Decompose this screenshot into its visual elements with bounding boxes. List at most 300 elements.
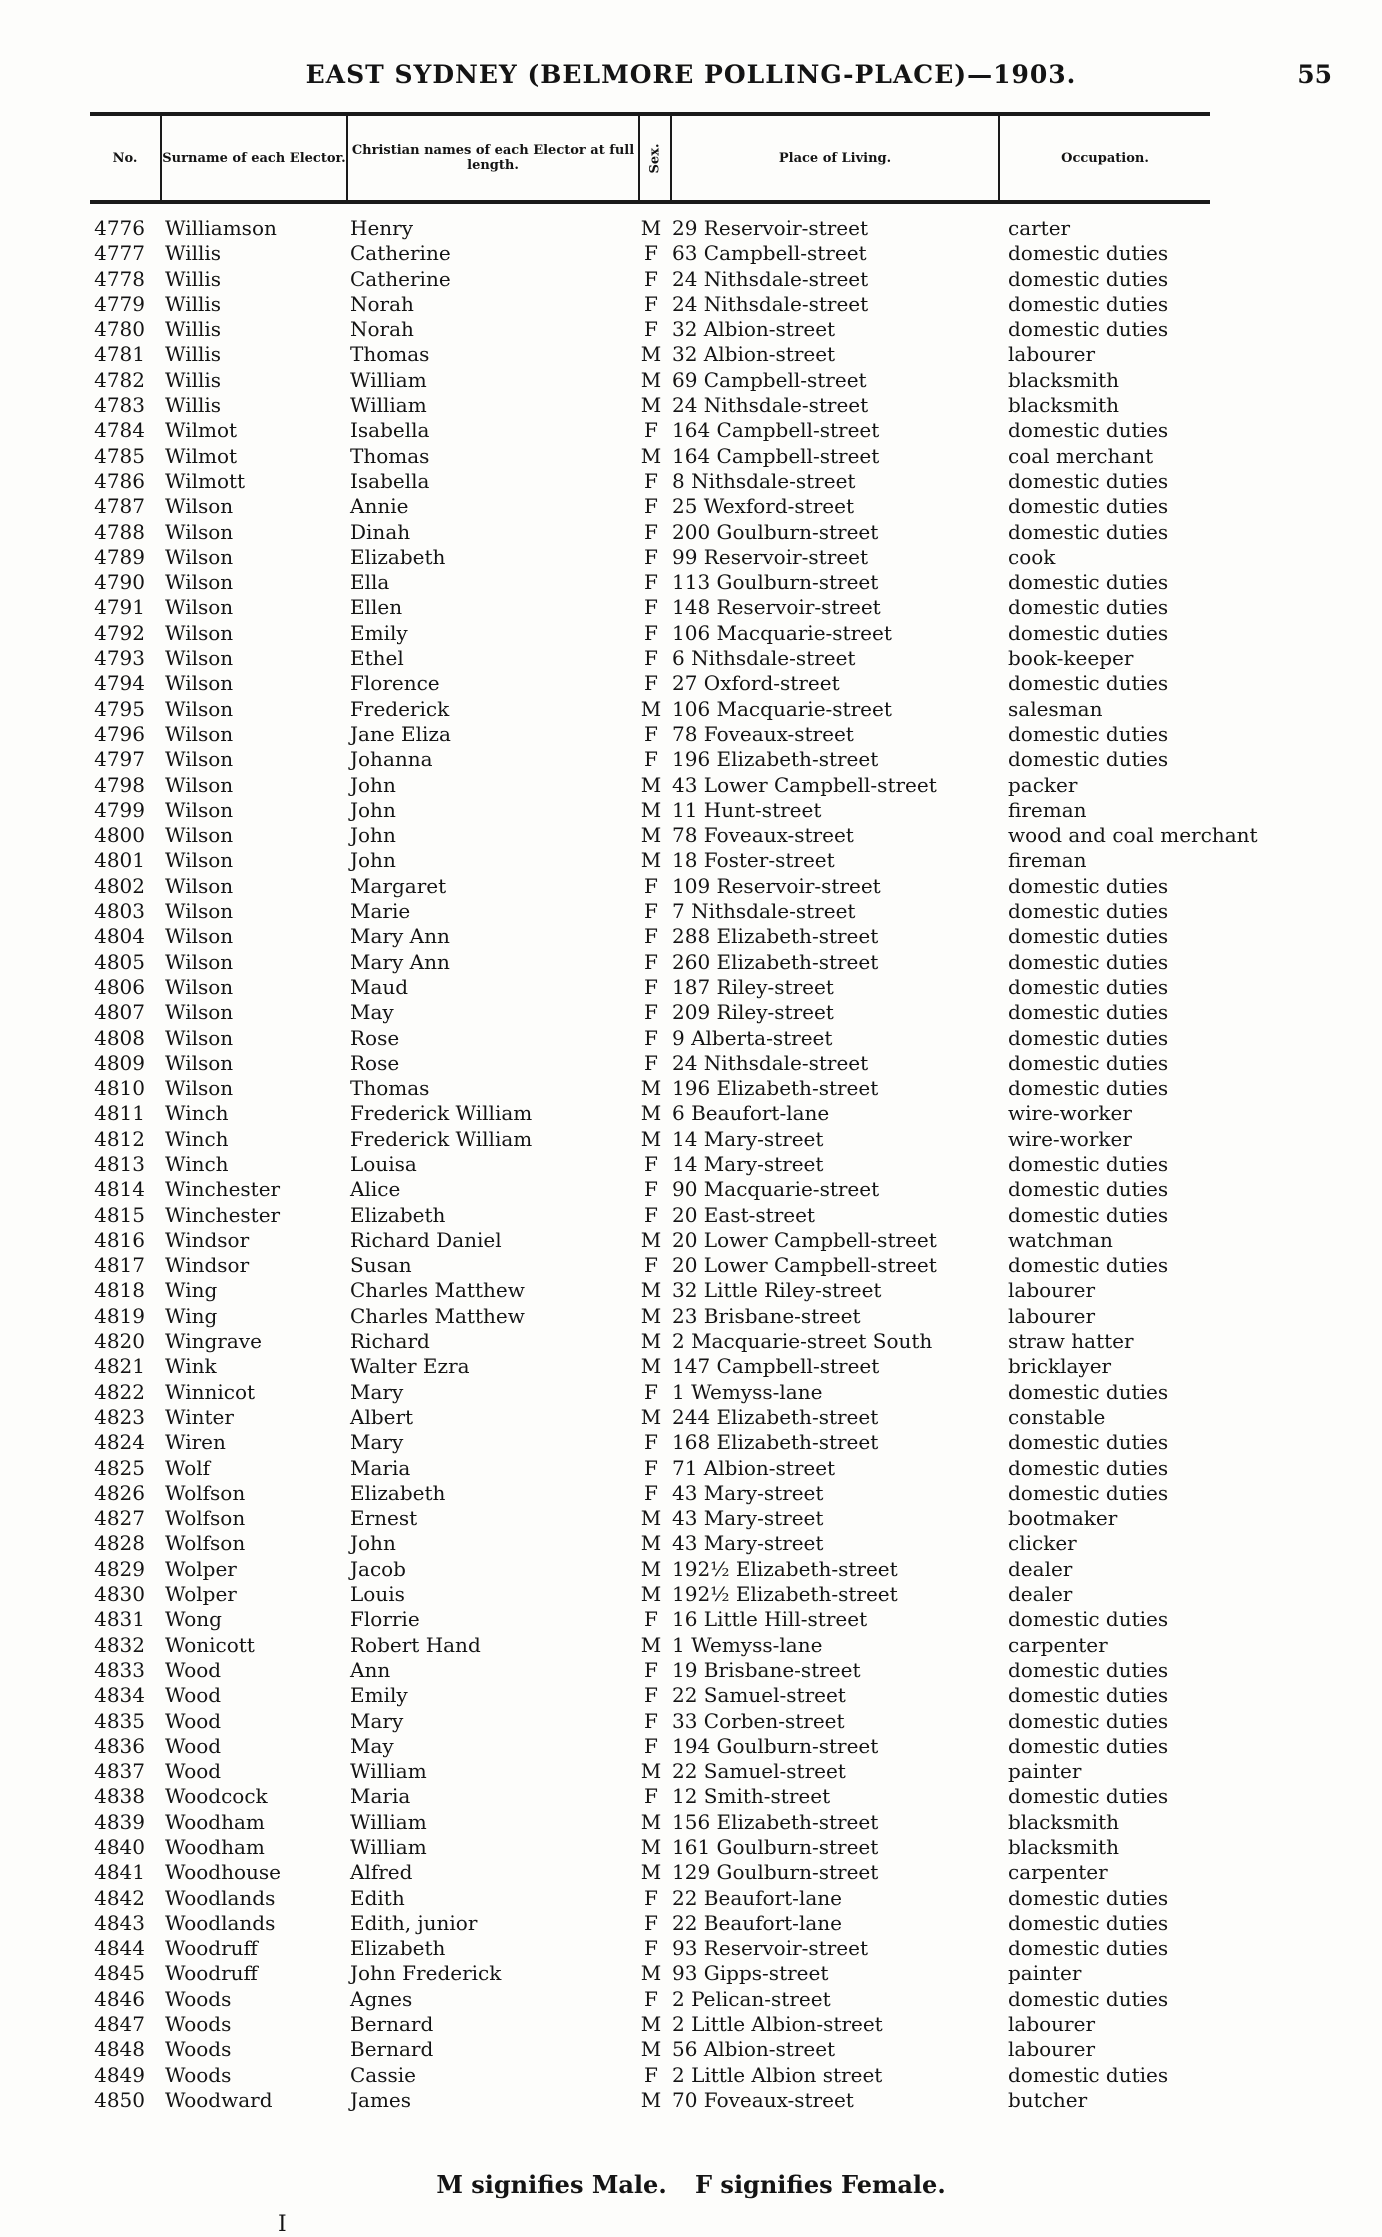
elector-number: 4796	[94, 721, 145, 746]
surname: Wilson	[165, 721, 234, 746]
occupation: domestic duties	[1008, 1683, 1169, 1708]
surname: Wood	[165, 1683, 222, 1708]
elector-number: 4823	[94, 1404, 145, 1429]
surname: Wilson	[165, 671, 234, 696]
christian-names: Rose	[350, 1025, 400, 1050]
surname: Wilson	[165, 696, 234, 721]
legend-male: M signifies Male.	[436, 2170, 667, 2199]
sex: F	[644, 1050, 658, 1075]
table-row	[0, 1203, 1382, 1228]
elector-number: 4837	[94, 1759, 145, 1784]
surname: Wilson	[165, 646, 234, 671]
sex: M	[640, 1506, 662, 1531]
surname: Woods	[165, 1986, 232, 2011]
sex: F	[644, 899, 658, 924]
occupation: labourer	[1008, 1278, 1096, 1303]
sex: M	[640, 848, 662, 873]
christian-names: Edith, junior	[350, 1910, 478, 1935]
place-of-living: 43 Mary-street	[672, 1506, 824, 1531]
christian-names: Isabella	[350, 418, 430, 443]
table-row	[0, 418, 1382, 443]
table-row	[0, 1658, 1382, 1683]
christian-names: John	[350, 823, 396, 848]
place-of-living: 260 Elizabeth-street	[672, 949, 879, 974]
surname: Winchester	[165, 1202, 281, 1227]
place-of-living: 43 Mary-street	[672, 1531, 824, 1556]
sex: M	[640, 443, 662, 468]
surname: Wiren	[165, 1430, 226, 1455]
elector-number: 4824	[94, 1430, 145, 1455]
table-row	[0, 1228, 1382, 1253]
sex: M	[640, 797, 662, 822]
sex: F	[644, 1784, 658, 1809]
christian-names: Mary	[350, 1430, 404, 1455]
elector-number: 4805	[94, 949, 145, 974]
surname: Willis	[165, 342, 222, 367]
occupation: fireman	[1008, 848, 1087, 873]
christian-names: Alfred	[350, 1860, 413, 1885]
sex: M	[640, 1329, 662, 1354]
table-row	[0, 1304, 1382, 1329]
table-row	[0, 1936, 1382, 1961]
sex: F	[644, 595, 658, 620]
table-row	[0, 1709, 1382, 1734]
sex: M	[640, 1076, 662, 1101]
table-row	[0, 1860, 1382, 1885]
christian-names: Charles Matthew	[350, 1303, 525, 1328]
place-of-living: 194 Goulburn-street	[672, 1733, 879, 1758]
table-row	[0, 1961, 1382, 1986]
surname: Wilson	[165, 1025, 234, 1050]
table-row	[0, 1734, 1382, 1759]
christian-names: Susan	[350, 1253, 412, 1278]
table-row	[0, 216, 1382, 241]
surname: Wilson	[165, 494, 234, 519]
occupation: domestic duties	[1008, 949, 1169, 974]
occupation: domestic duties	[1008, 671, 1169, 696]
elector-number: 4778	[94, 266, 145, 291]
christian-names: Frederick	[350, 696, 450, 721]
surname: Woodlands	[165, 1910, 276, 1935]
sex: M	[640, 1961, 662, 1986]
surname: Wing	[165, 1303, 218, 1328]
sex: M	[640, 772, 662, 797]
christian-names: Robert Hand	[350, 1632, 481, 1657]
surname: Wilson	[165, 620, 234, 645]
christian-names: Thomas	[350, 443, 430, 468]
elector-number: 4850	[94, 2087, 145, 2112]
surname: Wilson	[165, 873, 234, 898]
place-of-living: 2 Little Albion street	[672, 2062, 883, 2087]
place-of-living: 25 Wexford-street	[672, 494, 854, 519]
christian-names: Maria	[350, 1455, 411, 1480]
sex: M	[640, 1582, 662, 1607]
place-of-living: 14 Mary-street	[672, 1126, 824, 1151]
sex: M	[640, 1126, 662, 1151]
occupation: domestic duties	[1008, 291, 1169, 316]
occupation: labourer	[1008, 2012, 1096, 2037]
christian-names: Edith	[350, 1885, 405, 1910]
place-of-living: 6 Beaufort-lane	[672, 1101, 830, 1126]
place-of-living: 164 Campbell-street	[672, 418, 880, 443]
elector-number: 4847	[94, 2012, 145, 2037]
table-row	[0, 1531, 1382, 1556]
surname: Willis	[165, 266, 222, 291]
sex: M	[640, 696, 662, 721]
surname: Wolper	[165, 1556, 237, 1581]
occupation: constable	[1008, 1404, 1106, 1429]
place-of-living: 43 Mary-street	[672, 1480, 824, 1505]
table-row	[0, 469, 1382, 494]
place-of-living: 147 Campbell-street	[672, 1354, 880, 1379]
place-of-living: 109 Reservoir-street	[672, 873, 881, 898]
occupation: carpenter	[1008, 1632, 1108, 1657]
sex: F	[644, 1025, 658, 1050]
sex: F	[644, 721, 658, 746]
place-of-living: 1 Wemyss-lane	[672, 1379, 823, 1404]
place-of-living: 196 Elizabeth-street	[672, 747, 879, 772]
occupation: domestic duties	[1008, 494, 1169, 519]
surname: Wilson	[165, 1000, 234, 1025]
christian-names: Albert	[350, 1404, 414, 1429]
christian-names: Margaret	[350, 873, 447, 898]
christian-names: Alice	[350, 1177, 401, 1202]
occupation: domestic duties	[1008, 1607, 1169, 1632]
sex: F	[644, 1657, 658, 1682]
occupation: labourer	[1008, 1303, 1096, 1328]
table-row	[0, 1683, 1382, 1708]
occupation: dealer	[1008, 1556, 1073, 1581]
place-of-living: 106 Macquarie-street	[672, 620, 892, 645]
occupation: painter	[1008, 1961, 1082, 1986]
sex: F	[644, 1607, 658, 1632]
table-row	[0, 2063, 1382, 2088]
christian-names: Mary	[350, 1379, 404, 1404]
elector-number: 4800	[94, 823, 145, 848]
sex: F	[644, 1202, 658, 1227]
sex: M	[640, 1759, 662, 1784]
occupation: clicker	[1008, 1531, 1077, 1556]
elector-number: 4808	[94, 1025, 145, 1050]
occupation: domestic duties	[1008, 1708, 1169, 1733]
place-of-living: 69 Campbell-street	[672, 367, 867, 392]
surname: Wilson	[165, 848, 234, 873]
surname: Wolfson	[165, 1480, 246, 1505]
elector-number: 4786	[94, 468, 145, 493]
occupation: domestic duties	[1008, 241, 1169, 266]
surname: Windsor	[165, 1253, 250, 1278]
surname: Williamson	[165, 216, 277, 240]
place-of-living: 24 Nithsdale-street	[672, 393, 869, 418]
elector-number: 4828	[94, 1531, 145, 1556]
table-row	[0, 494, 1382, 519]
surname: Winch	[165, 1101, 229, 1126]
elector-number: 4848	[94, 2037, 145, 2062]
sex: F	[644, 1151, 658, 1176]
elector-number: 4819	[94, 1303, 145, 1328]
occupation: domestic duties	[1008, 418, 1169, 443]
table-row	[0, 950, 1382, 975]
occupation: wire-worker	[1008, 1126, 1132, 1151]
place-of-living: 24 Nithsdale-street	[672, 266, 869, 291]
christian-names: Charles Matthew	[350, 1278, 525, 1303]
table-row	[0, 1784, 1382, 1809]
sex: F	[644, 1708, 658, 1733]
sex: M	[640, 1531, 662, 1556]
surname: Wilson	[165, 747, 234, 772]
place-of-living: 20 East-street	[672, 1202, 815, 1227]
elector-number: 4794	[94, 671, 145, 696]
elector-number: 4783	[94, 393, 145, 418]
elector-number: 4790	[94, 570, 145, 595]
christian-names: Thomas	[350, 1076, 430, 1101]
christian-names: Elizabeth	[350, 544, 446, 569]
christian-names: John	[350, 797, 396, 822]
occupation: carpenter	[1008, 1860, 1108, 1885]
occupation: labourer	[1008, 342, 1096, 367]
occupation: domestic duties	[1008, 266, 1169, 291]
sex: M	[640, 342, 662, 367]
occupation: domestic duties	[1008, 974, 1169, 999]
table-row	[0, 1835, 1382, 1860]
elector-number: 4785	[94, 443, 145, 468]
sex: F	[644, 1986, 658, 2011]
table-row	[0, 621, 1382, 646]
table-row	[0, 823, 1382, 848]
occupation: domestic duties	[1008, 1885, 1169, 1910]
table-row	[0, 1405, 1382, 1430]
place-of-living: 161 Goulburn-street	[672, 1835, 879, 1859]
table-row	[0, 1557, 1382, 1582]
sex: F	[644, 924, 658, 949]
occupation: domestic duties	[1008, 2062, 1169, 2087]
sex: F	[644, 266, 658, 291]
table-row	[0, 267, 1382, 292]
column-header-christian-names: Christian names of each Elector at full length.	[348, 116, 640, 200]
sex: M	[640, 1278, 662, 1303]
table-row	[0, 342, 1382, 367]
table-row	[0, 798, 1382, 823]
christian-names: Florence	[350, 671, 440, 696]
surname: Wilson	[165, 595, 234, 620]
elector-number: 4804	[94, 924, 145, 949]
occupation: cook	[1008, 544, 1056, 569]
elector-number: 4841	[94, 1860, 145, 1885]
occupation: domestic duties	[1008, 519, 1169, 544]
christian-names: Elizabeth	[350, 1202, 446, 1227]
christian-names: Catherine	[350, 241, 451, 266]
christian-names: Bernard	[350, 2012, 434, 2037]
elector-number: 4834	[94, 1683, 145, 1708]
page-header	[0, 60, 1382, 100]
sex: M	[640, 2037, 662, 2062]
surname: Wilmot	[165, 418, 238, 443]
surname: Wilson	[165, 974, 234, 999]
sex: F	[644, 1480, 658, 1505]
elector-number: 4827	[94, 1506, 145, 1531]
elector-number: 4814	[94, 1177, 145, 1202]
occupation: domestic duties	[1008, 1733, 1169, 1758]
table-row	[0, 1278, 1382, 1303]
christian-names: Marie	[350, 899, 411, 924]
occupation: watchman	[1008, 1227, 1113, 1252]
sex: F	[644, 570, 658, 595]
occupation: domestic duties	[1008, 1936, 1169, 1961]
surname: Willis	[165, 317, 222, 342]
table-row	[0, 1101, 1382, 1126]
christian-names: May	[350, 1000, 394, 1025]
table-row	[0, 899, 1382, 924]
christian-names: Mary Ann	[350, 949, 450, 974]
table-row	[0, 1430, 1382, 1455]
table-row	[0, 1481, 1382, 1506]
elector-number: 4803	[94, 899, 145, 924]
occupation: domestic duties	[1008, 570, 1169, 595]
christian-names: Florrie	[350, 1607, 420, 1632]
christian-names: Mary Ann	[350, 924, 450, 949]
christian-names: William	[350, 367, 427, 392]
place-of-living: 24 Nithsdale-street	[672, 291, 869, 316]
place-of-living: 8 Nithsdale-street	[672, 468, 856, 493]
surname: Woodruff	[165, 1936, 258, 1961]
table-row	[0, 1886, 1382, 1911]
elector-number: 4776	[94, 216, 145, 240]
sex: F	[644, 747, 658, 772]
christian-names: Elizabeth	[350, 1936, 446, 1961]
place-of-living: 20 Lower Campbell-street	[672, 1253, 937, 1278]
place-of-living: 187 Riley-street	[672, 974, 834, 999]
occupation: blacksmith	[1008, 393, 1119, 418]
christian-names: Rose	[350, 1050, 400, 1075]
occupation: wire-worker	[1008, 1101, 1132, 1126]
place-of-living: 32 Albion-street	[672, 342, 836, 367]
table-row	[0, 570, 1382, 595]
christian-names: Thomas	[350, 342, 430, 367]
place-of-living: 192½ Elizabeth-street	[672, 1556, 898, 1581]
elector-number: 4792	[94, 620, 145, 645]
surname: Woodham	[165, 1809, 265, 1834]
christian-names: John	[350, 848, 396, 873]
occupation: book-keeper	[1008, 646, 1134, 671]
christian-names: John Frederick	[350, 1961, 502, 1986]
elector-number: 4842	[94, 1885, 145, 1910]
occupation: domestic duties	[1008, 1480, 1169, 1505]
christian-names: William	[350, 1835, 427, 1859]
place-of-living: 113 Goulburn-street	[672, 570, 879, 595]
surname: Woodruff	[165, 1961, 258, 1986]
sex: M	[640, 393, 662, 418]
signature-mark: I	[278, 2212, 287, 2237]
occupation: domestic duties	[1008, 1657, 1169, 1682]
occupation: domestic duties	[1008, 747, 1169, 772]
sex: F	[644, 1379, 658, 1404]
table-row	[0, 773, 1382, 798]
place-of-living: 70 Foveaux-street	[672, 2087, 854, 2112]
place-of-living: 32 Albion-street	[672, 317, 836, 342]
occupation: packer	[1008, 772, 1078, 797]
place-of-living: 90 Macquarie-street	[672, 1177, 880, 1202]
table-row	[0, 924, 1382, 949]
christian-names: Jacob	[350, 1556, 406, 1581]
sex: F	[644, 1885, 658, 1910]
christian-names: Johanna	[350, 747, 433, 772]
sex: M	[640, 1101, 662, 1126]
table-row	[0, 1026, 1382, 1051]
surname: Wolf	[165, 1455, 211, 1480]
table-row	[0, 2088, 1382, 2113]
sex: M	[640, 1227, 662, 1252]
elector-number: 4807	[94, 1000, 145, 1025]
table-row	[0, 1000, 1382, 1025]
elector-number: 4826	[94, 1480, 145, 1505]
sex: F	[644, 1936, 658, 1961]
christian-names: John	[350, 1531, 396, 1556]
surname: Wilmot	[165, 443, 238, 468]
elector-number: 4777	[94, 241, 145, 266]
christian-names: Norah	[350, 291, 414, 316]
place-of-living: 106 Macquarie-street	[672, 696, 892, 721]
place-of-living: 2 Little Albion-street	[672, 2012, 883, 2037]
place-of-living: 56 Albion-street	[672, 2037, 836, 2062]
occupation: blacksmith	[1008, 367, 1119, 392]
surname: Woods	[165, 2012, 232, 2037]
elector-number: 4813	[94, 1151, 145, 1176]
surname: Winnicot	[165, 1379, 256, 1404]
surname: Wood	[165, 1733, 222, 1758]
sex: F	[644, 1253, 658, 1278]
place-of-living: 19 Brisbane-street	[672, 1657, 861, 1682]
surname: Wong	[165, 1607, 222, 1632]
elector-number: 4844	[94, 1936, 145, 1961]
table-row	[0, 747, 1382, 772]
christian-names: Dinah	[350, 519, 411, 544]
table-row	[0, 1759, 1382, 1784]
elector-number: 4831	[94, 1607, 145, 1632]
column-header-sex-label: Sex.	[647, 143, 663, 173]
place-of-living: 99 Reservoir-street	[672, 544, 868, 569]
elector-number: 4811	[94, 1101, 145, 1126]
elector-number: 4801	[94, 848, 145, 873]
place-of-living: 63 Campbell-street	[672, 241, 867, 266]
christian-names: Isabella	[350, 468, 430, 493]
place-of-living: 18 Foster-street	[672, 848, 835, 873]
place-of-living: 22 Beaufort-lane	[672, 1885, 842, 1910]
occupation: butcher	[1008, 2087, 1088, 2112]
elector-number: 4820	[94, 1329, 145, 1354]
elector-number: 4812	[94, 1126, 145, 1151]
sex: M	[640, 823, 662, 848]
christian-names: Elizabeth	[350, 1480, 446, 1505]
surname: Willis	[165, 393, 222, 418]
occupation: domestic duties	[1008, 1151, 1169, 1176]
sex: M	[640, 1556, 662, 1581]
elector-number: 4793	[94, 646, 145, 671]
place-of-living: 9 Alberta-street	[672, 1025, 833, 1050]
occupation: carter	[1008, 216, 1071, 240]
table-row	[0, 722, 1382, 747]
table-row	[0, 1380, 1382, 1405]
christian-names: John	[350, 772, 396, 797]
place-of-living: 2 Pelican-street	[672, 1986, 831, 2011]
place-of-living: 148 Reservoir-street	[672, 595, 881, 620]
surname: Woods	[165, 2037, 232, 2062]
christian-names: Catherine	[350, 266, 451, 291]
elector-list	[0, 216, 1382, 2113]
sex: F	[644, 241, 658, 266]
surname: Woods	[165, 2062, 232, 2087]
sex: F	[644, 2062, 658, 2087]
christian-names: Ernest	[350, 1506, 418, 1531]
